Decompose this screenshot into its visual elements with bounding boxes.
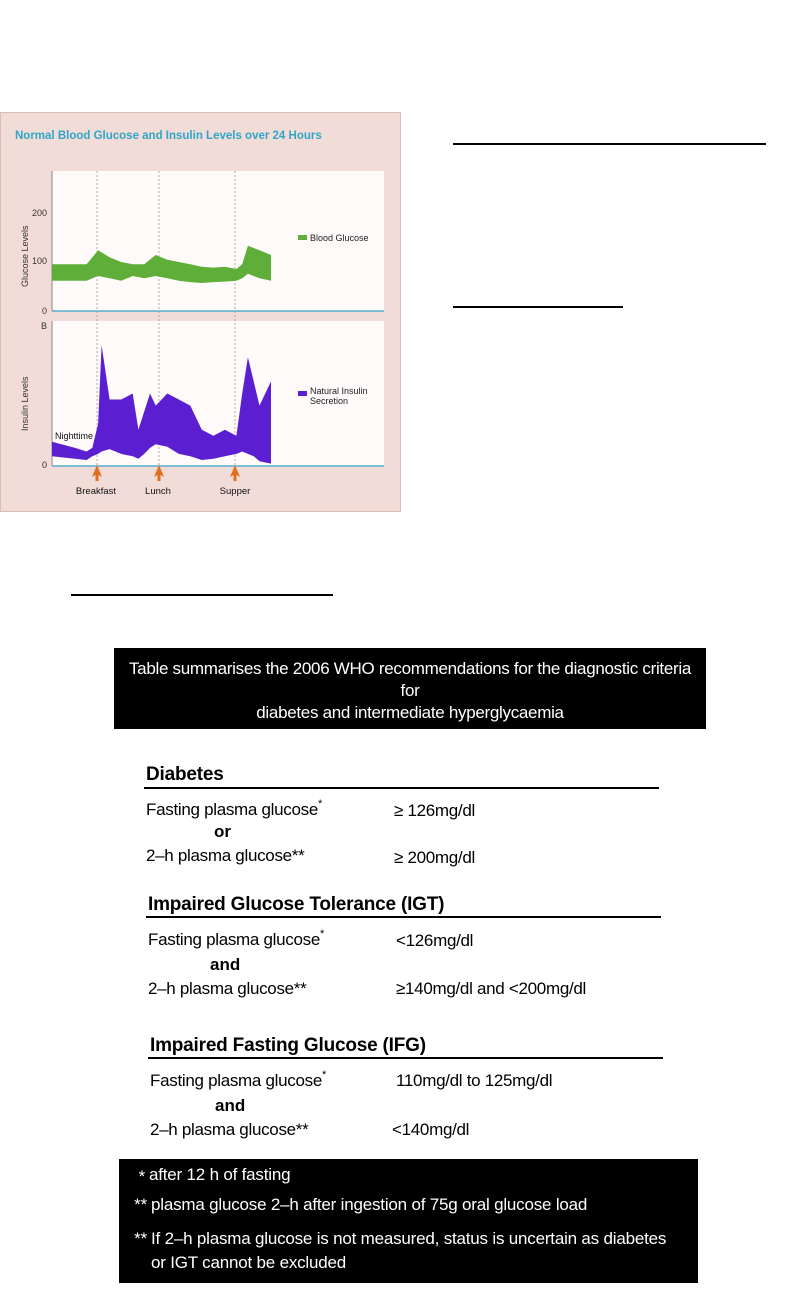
igt-rule — [146, 916, 661, 918]
diabetes-fasting-value: ≥ 126mg/dl — [394, 801, 475, 820]
diabetes-title: Diabetes — [146, 764, 224, 785]
igt-title: Impaired Glucose Tolerance (IGT) — [148, 894, 445, 915]
insulin-y-label: Insulin Levels — [20, 376, 30, 431]
ifg-fasting-label: Fasting plasma glucose* — [150, 1069, 326, 1090]
supper-label: Supper — [219, 486, 251, 497]
insulin-tick-b: B — [40, 321, 47, 331]
who-caption-box — [114, 648, 706, 729]
ifg-2h-value: <140mg/dl — [392, 1120, 470, 1139]
footnote-2-text: plasma glucose 2–h after ingestion of 75g oral glucose load — [151, 1195, 588, 1214]
glucose-insulin-chart — [0, 112, 401, 512]
ifg-conj: and — [215, 1096, 246, 1115]
breakfast-label: Breakfast — [75, 486, 117, 497]
insulin-tick-0: 0 — [41, 460, 47, 470]
diabetes-conj: or — [214, 822, 231, 841]
igt-fasting-value: <126mg/dl — [396, 931, 474, 950]
igt-fasting-label: Fasting plasma glucose* — [148, 928, 324, 949]
insulin-legend-label-1: Natural Insulin — [310, 386, 368, 396]
igt-2h-label: 2–h plasma glucose** — [148, 979, 307, 998]
footnote-3-mark: ** — [134, 1229, 147, 1248]
chart-svg — [1, 113, 400, 511]
diabetes-2h-label: 2–h plasma glucose** — [146, 846, 305, 865]
heading-rule-3 — [71, 594, 333, 596]
footnote-2-mark: ** — [134, 1195, 147, 1214]
insulin-legend-swatch — [298, 391, 307, 396]
footnote-4-text: or IGT cannot be excluded — [151, 1253, 347, 1272]
glucose-legend-swatch — [298, 235, 307, 240]
footnotes-box — [119, 1159, 698, 1283]
nighttime-label: Nighttime — [55, 431, 94, 441]
breakfast-arrow-icon — [92, 465, 102, 481]
footnote-1-text: after 12 h of fasting — [149, 1165, 291, 1184]
igt-conj: and — [210, 955, 241, 974]
glucose-y-label: Glucose Levels — [20, 225, 30, 287]
diabetes-fasting-label: Fasting plasma glucose* — [146, 798, 322, 819]
supper-arrow-icon — [230, 465, 240, 481]
heading-rule-1 — [453, 143, 766, 145]
glucose-legend-label: Blood Glucose — [310, 233, 369, 243]
chart-title: Normal Blood Glucose and Insulin Levels over 24 Hours — [15, 130, 322, 142]
ifg-2h-label: 2–h plasma glucose** — [150, 1120, 309, 1139]
igt-2h-value: ≥140mg/dl and <200mg/dl — [396, 979, 587, 998]
footnote-3-text: If 2–h plasma glucose is not measured, status is uncertain as diabetes — [151, 1229, 667, 1248]
ifg-title: Impaired Fasting Glucose (IFG) — [150, 1035, 426, 1056]
ifg-rule — [148, 1057, 663, 1059]
insulin-legend-label-2: Secretion — [310, 396, 349, 406]
caption-line-1: Table summarises the 2006 WHO recommendations for the diagnostic criteria — [128, 659, 692, 678]
glucose-tick-200: 200 — [31, 208, 47, 218]
caption-line-3: diabetes and intermediate hyperglycaemia — [256, 703, 564, 722]
lunch-arrow-icon — [154, 465, 164, 481]
lunch-label: Lunch — [145, 486, 171, 497]
glucose-tick-0: 0 — [41, 306, 47, 316]
ifg-fasting-value: 110mg/dl to 125mg/dl — [396, 1071, 553, 1090]
glucose-tick-100: 100 — [31, 256, 47, 266]
diabetes-rule — [144, 787, 659, 789]
caption-line-2: for — [400, 681, 420, 700]
footnote-1-mark: * — [138, 1167, 145, 1186]
diabetes-2h-value: ≥ 200mg/dl — [394, 848, 475, 867]
heading-rule-2 — [453, 306, 623, 308]
